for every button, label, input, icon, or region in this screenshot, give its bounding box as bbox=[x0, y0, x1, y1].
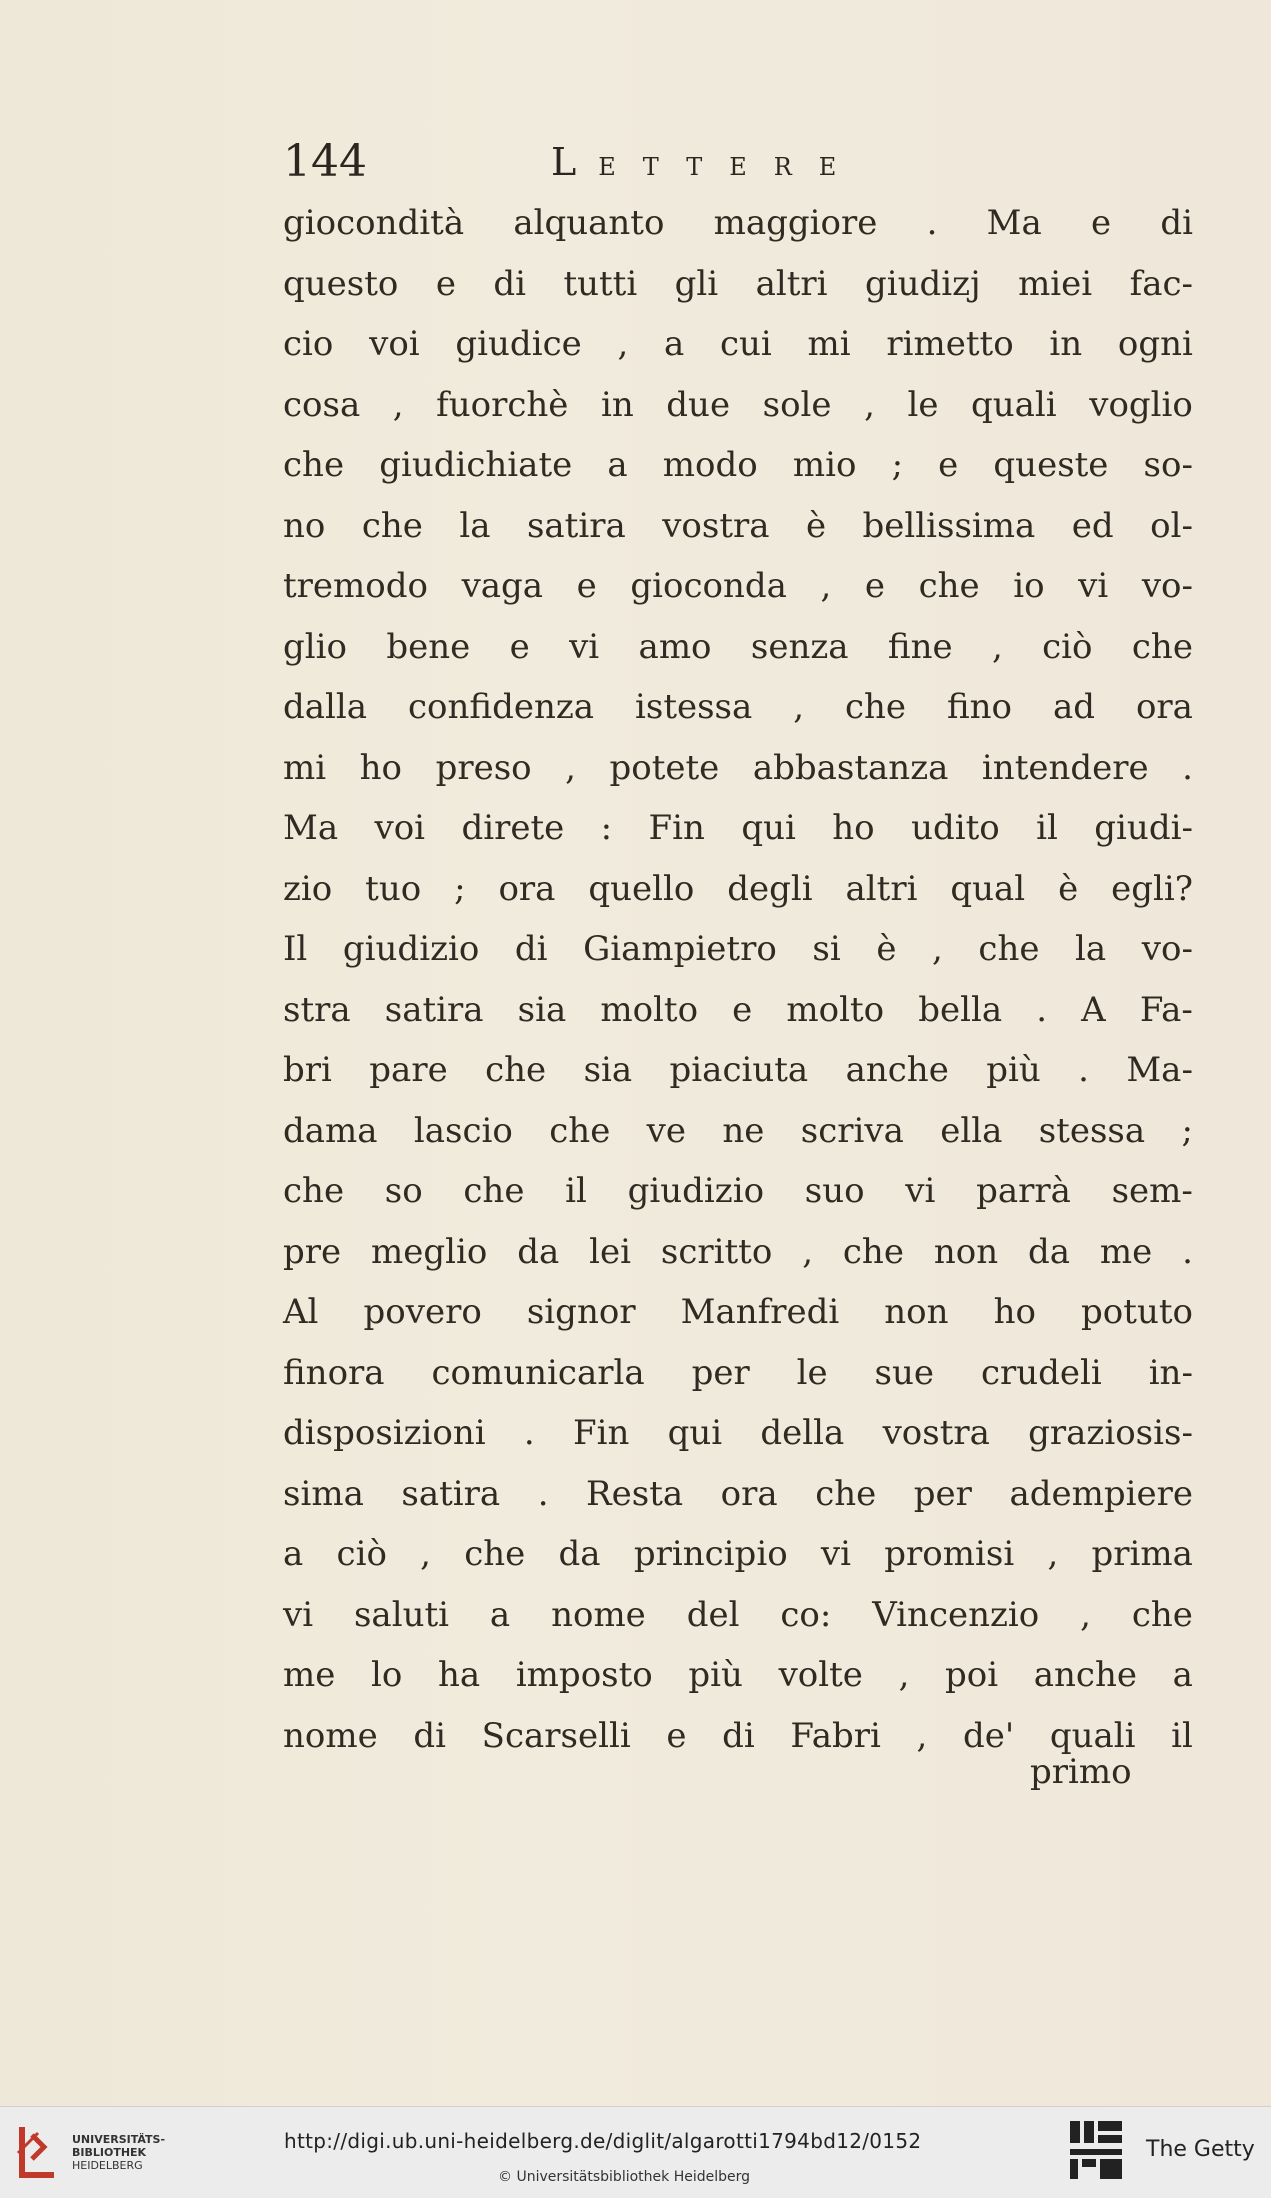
library-name: UNIVERSITÄTS- BIBLIOTHEK HEIDELBERG bbox=[72, 2133, 166, 2172]
running-title-rest: ETTERE bbox=[598, 153, 864, 181]
permalink-url[interactable]: http://digi.ub.uni-heidelberg.de/diglit/algarotti1794bd12/0152 bbox=[284, 2129, 922, 2153]
text-line: glio bene e vi amo senza fine , ciò che bbox=[283, 626, 1193, 667]
page-header bbox=[283, 136, 1203, 188]
text-line: Il giudizio di Giampietro si è , che la vo- bbox=[283, 929, 1193, 969]
viewer-footer bbox=[0, 2106, 1271, 2198]
text-line: stra satira sia molto e molto bella . A Fa- bbox=[283, 989, 1193, 1030]
text-line: cosa , fuorchè in due sole , le quali voglio bbox=[283, 384, 1193, 425]
text-line: Ma voi direte : Fin qui ho udito il giudi- bbox=[283, 808, 1193, 848]
getty-logo-icon[interactable] bbox=[1068, 2117, 1126, 2185]
text-line: mi ho preso , potete abbastanza intendere . bbox=[283, 747, 1193, 788]
text-line: dama lascio che ve ne scriva ella stessa ; bbox=[283, 1110, 1193, 1151]
university-library-logo[interactable] bbox=[14, 2119, 164, 2183]
text-line: a ciò , che da principio vi promisi , prima bbox=[283, 1534, 1193, 1574]
text-line: che giudichiate a modo mio ; e queste so- bbox=[283, 445, 1193, 485]
text-line: finora comunicarla per le sue crudeli in- bbox=[283, 1352, 1193, 1393]
text-line: zio tuo ; ora quello degli altri qual è egli? bbox=[283, 868, 1193, 909]
getty-label: The Getty bbox=[1146, 2137, 1255, 2162]
text-line: cio voi giudice , a cui mi rimetto in ogni bbox=[283, 324, 1193, 364]
text-line: questo e di tutti gli altri giudizj miei fac- bbox=[283, 263, 1193, 304]
text-line: me lo ha imposto più volte , poi anche a bbox=[283, 1655, 1193, 1695]
body-text bbox=[283, 193, 1193, 1766]
library-emblem-icon bbox=[14, 2123, 64, 2181]
text-line: nome di Scarselli e di Fabri , de' quali il bbox=[283, 1715, 1193, 1756]
text-line: bri pare che sia piaciuta anche più . Ma- bbox=[283, 1050, 1193, 1090]
running-title-initial: L bbox=[551, 140, 577, 184]
catchword: primo bbox=[1030, 1752, 1132, 1792]
text-line: pre meglio da lei scritto , che non da me . bbox=[283, 1231, 1193, 1272]
text-line: no che la satira vostra è bellissima ed ol- bbox=[283, 505, 1193, 546]
text-line: giocondità alquanto maggiore . Ma e di bbox=[283, 203, 1193, 243]
text-line: vi saluti a nome del co: Vincenzio , che bbox=[283, 1594, 1193, 1635]
text-line: che so che il giudizio suo vi parrà sem- bbox=[283, 1171, 1193, 1211]
text-line: Al povero signor Manfredi non ho potuto bbox=[283, 1292, 1193, 1332]
text-line: tremodo vaga e gioconda , e che io vi vo- bbox=[283, 566, 1193, 606]
copyright-notice: © Universitätsbibliothek Heidelberg bbox=[498, 2169, 751, 2185]
running-title bbox=[551, 140, 863, 184]
text-line: disposizioni . Fin qui della vostra graziosis- bbox=[283, 1413, 1193, 1453]
text-line: sima satira . Resta ora che per adempiere bbox=[283, 1473, 1193, 1514]
page-number: 144 bbox=[283, 136, 367, 187]
text-line: dalla confidenza istessa , che fino ad ora bbox=[283, 687, 1193, 727]
